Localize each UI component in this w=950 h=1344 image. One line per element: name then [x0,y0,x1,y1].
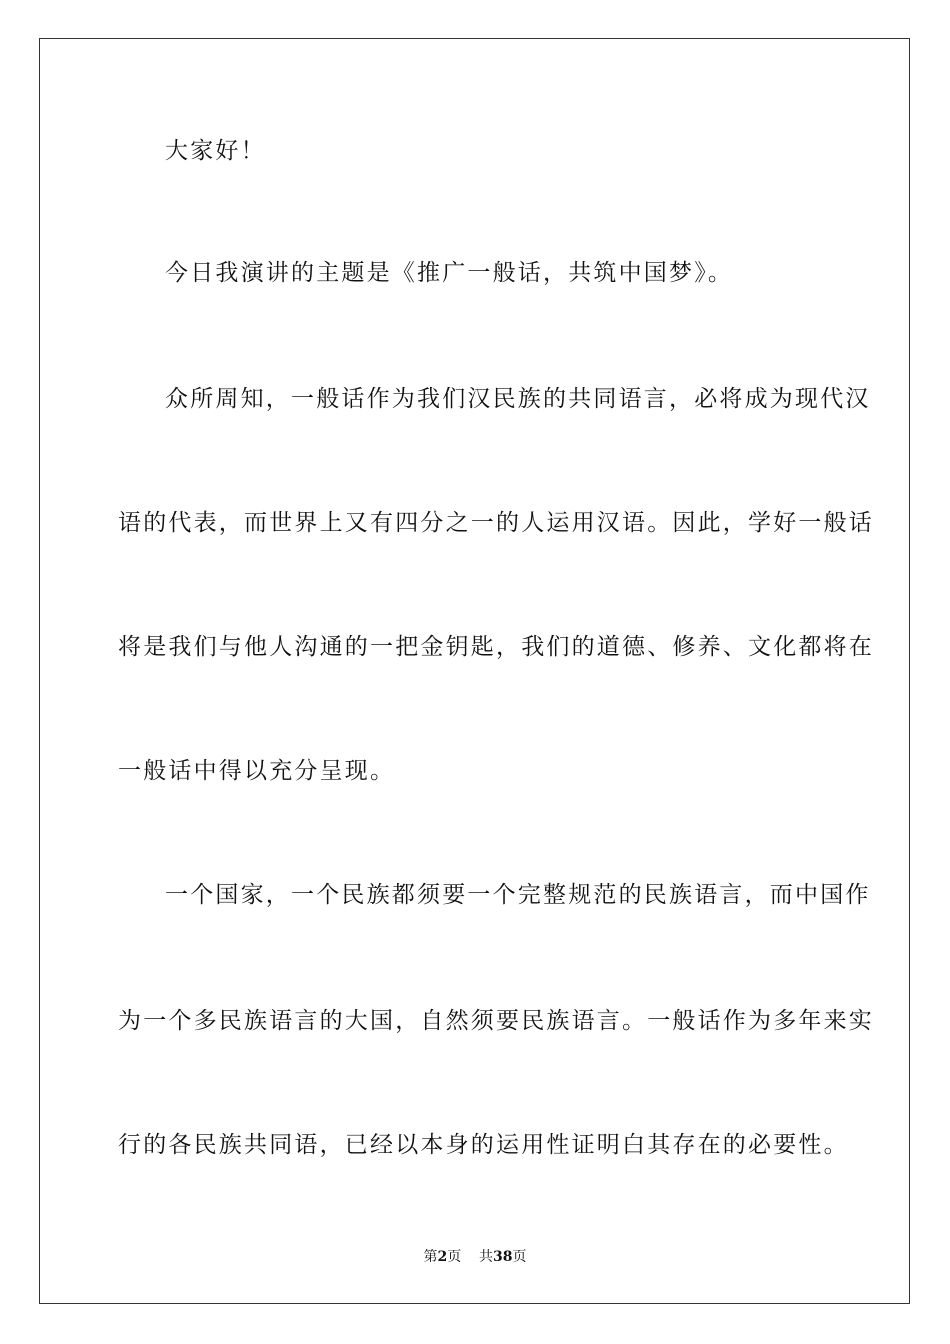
paragraph-1-line-3: 将是我们与他人沟通的一把金钥匙，我们的道德、修养、文化都将在 [118,634,874,660]
total-pages: 38 [493,1249,513,1265]
page-footer [0,1247,950,1267]
greeting-line: 大家好！ [165,138,266,164]
total-prefix: 共 [479,1249,494,1265]
paragraph-2-line-1: 一个国家，一个民族都须要一个完整规范的民族语言，而中国作 [165,882,871,908]
page-number: 2 [437,1249,448,1265]
total-suffix: 页 [512,1249,527,1265]
page-border [39,38,910,1304]
paragraph-1-line-1: 众所周知，一般话作为我们汉民族的共同语言，必将成为现代汉 [165,386,871,412]
paragraph-1-line-2: 语的代表，而世界上又有四分之一的人运用汉语。因此，学好一般话 [118,510,874,536]
page-prefix: 第 [423,1249,438,1265]
paragraph-2-line-3: 行的各民族共同语，已经以本身的运用性证明白其存在的必要性。 [118,1132,849,1158]
paragraph-2-line-2: 为一个多民族语言的大国，自然须要民族语言。一般话作为多年来实 [118,1008,874,1034]
paragraph-1-line-4: 一般话中得以充分呈现。 [118,758,396,784]
page-suffix: 页 [447,1249,462,1265]
topic-line: 今日我演讲的主题是《推广一般话，共筑中国梦》。 [165,260,734,286]
